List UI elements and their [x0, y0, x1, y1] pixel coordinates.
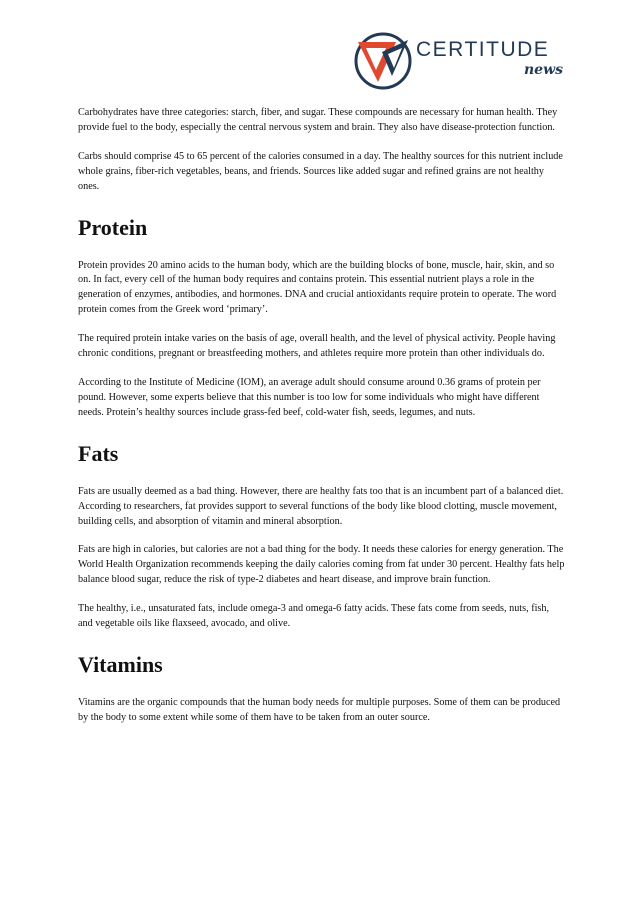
paragraph: Protein provides 20 amino acids to the human body, which are the building blocks of bone, muscle, hair, skin, and so on. In fact, every cell of the human body requires and contains protein. This essential nutrient plays a role in the generation of enzymes, antibodies, and hormones. DNA and crucial antioxidants require protein to operate. The word protein comes from the Greek word ‘primary’. [78, 259, 557, 316]
brand-subtitle: news [524, 62, 564, 78]
paragraph: Vitamins are the organic compounds that the human body needs for multiple purposes. Some of them can be produced by the body to some extent while some of them have to be taken from an outer source. [78, 696, 561, 723]
paragraph: The healthy, i.e., unsaturated fats, include omega-3 and omega-6 fatty acids. These fats come from seeds, nuts, fish, and vegetable oils like flaxseed, avocado, and olive. [78, 603, 550, 630]
paragraph: Carbohydrates have three categories: starch, fiber, and sugar. These compounds are necessary for human health. They provide fuel to the body, especially the central nervous system and brain. They also have disease-protection function. [78, 107, 558, 133]
paragraph: Carbs should comprise 45 to 65 percent of the calories consumed in a day. The healthy sources for this nutrient include whole grains, fiber-rich vegetables, beans, and friends. Sources like added sugar and refined grains are not healthy ones. [78, 150, 563, 192]
brand-name: CERTITUDE [416, 38, 550, 61]
logo-mark-icon [352, 30, 414, 92]
paragraph: According to the Institute of Medicine (IOM), an average adult should consume around 0.36 grams of protein per pound. However, some experts believe that this number is too low for some individuals who might have different needs. Protein’s healthy sources include grass-fed beef, cold-water fish, seeds, legumes, and nuts. [78, 376, 541, 418]
section-heading-vitamins: Vitamins [78, 651, 163, 677]
carbohydrates-section [78, 106, 566, 195]
section-heading-protein: Protein [78, 214, 148, 240]
paragraph: Fats are high in calories, but calories are not a bad thing for the body. It needs these calories for energy generation. The World Health Organization recommends keeping the daily calories coming from fat under 30 percent. Healthy fats help balance blood sugar, reduce the risk of type-2 diabetes and heart disease, and improve brain function. [78, 544, 565, 586]
paragraph: Fats are usually deemed as a bad thing. However, there are healthy fats too that is an incumbent part of a balanced diet. According to researchers, fat provides support to several functions of the body like blood clotting, muscle movement, building cells, and absorption of vitamin and mineral absorption. [78, 485, 564, 527]
vitamins-section [78, 652, 566, 726]
section-heading-fats: Fats [78, 440, 119, 466]
fats-section [78, 441, 566, 632]
article-body [78, 106, 566, 740]
protein-section [78, 215, 566, 421]
paragraph: The required protein intake varies on the basis of age, overall health, and the level of physical activity. People having chronic conditions, pregnant or breastfeeding mothers, and athletes require more protein than other individuals do. [78, 333, 556, 360]
certitude-news-logo [352, 30, 572, 94]
